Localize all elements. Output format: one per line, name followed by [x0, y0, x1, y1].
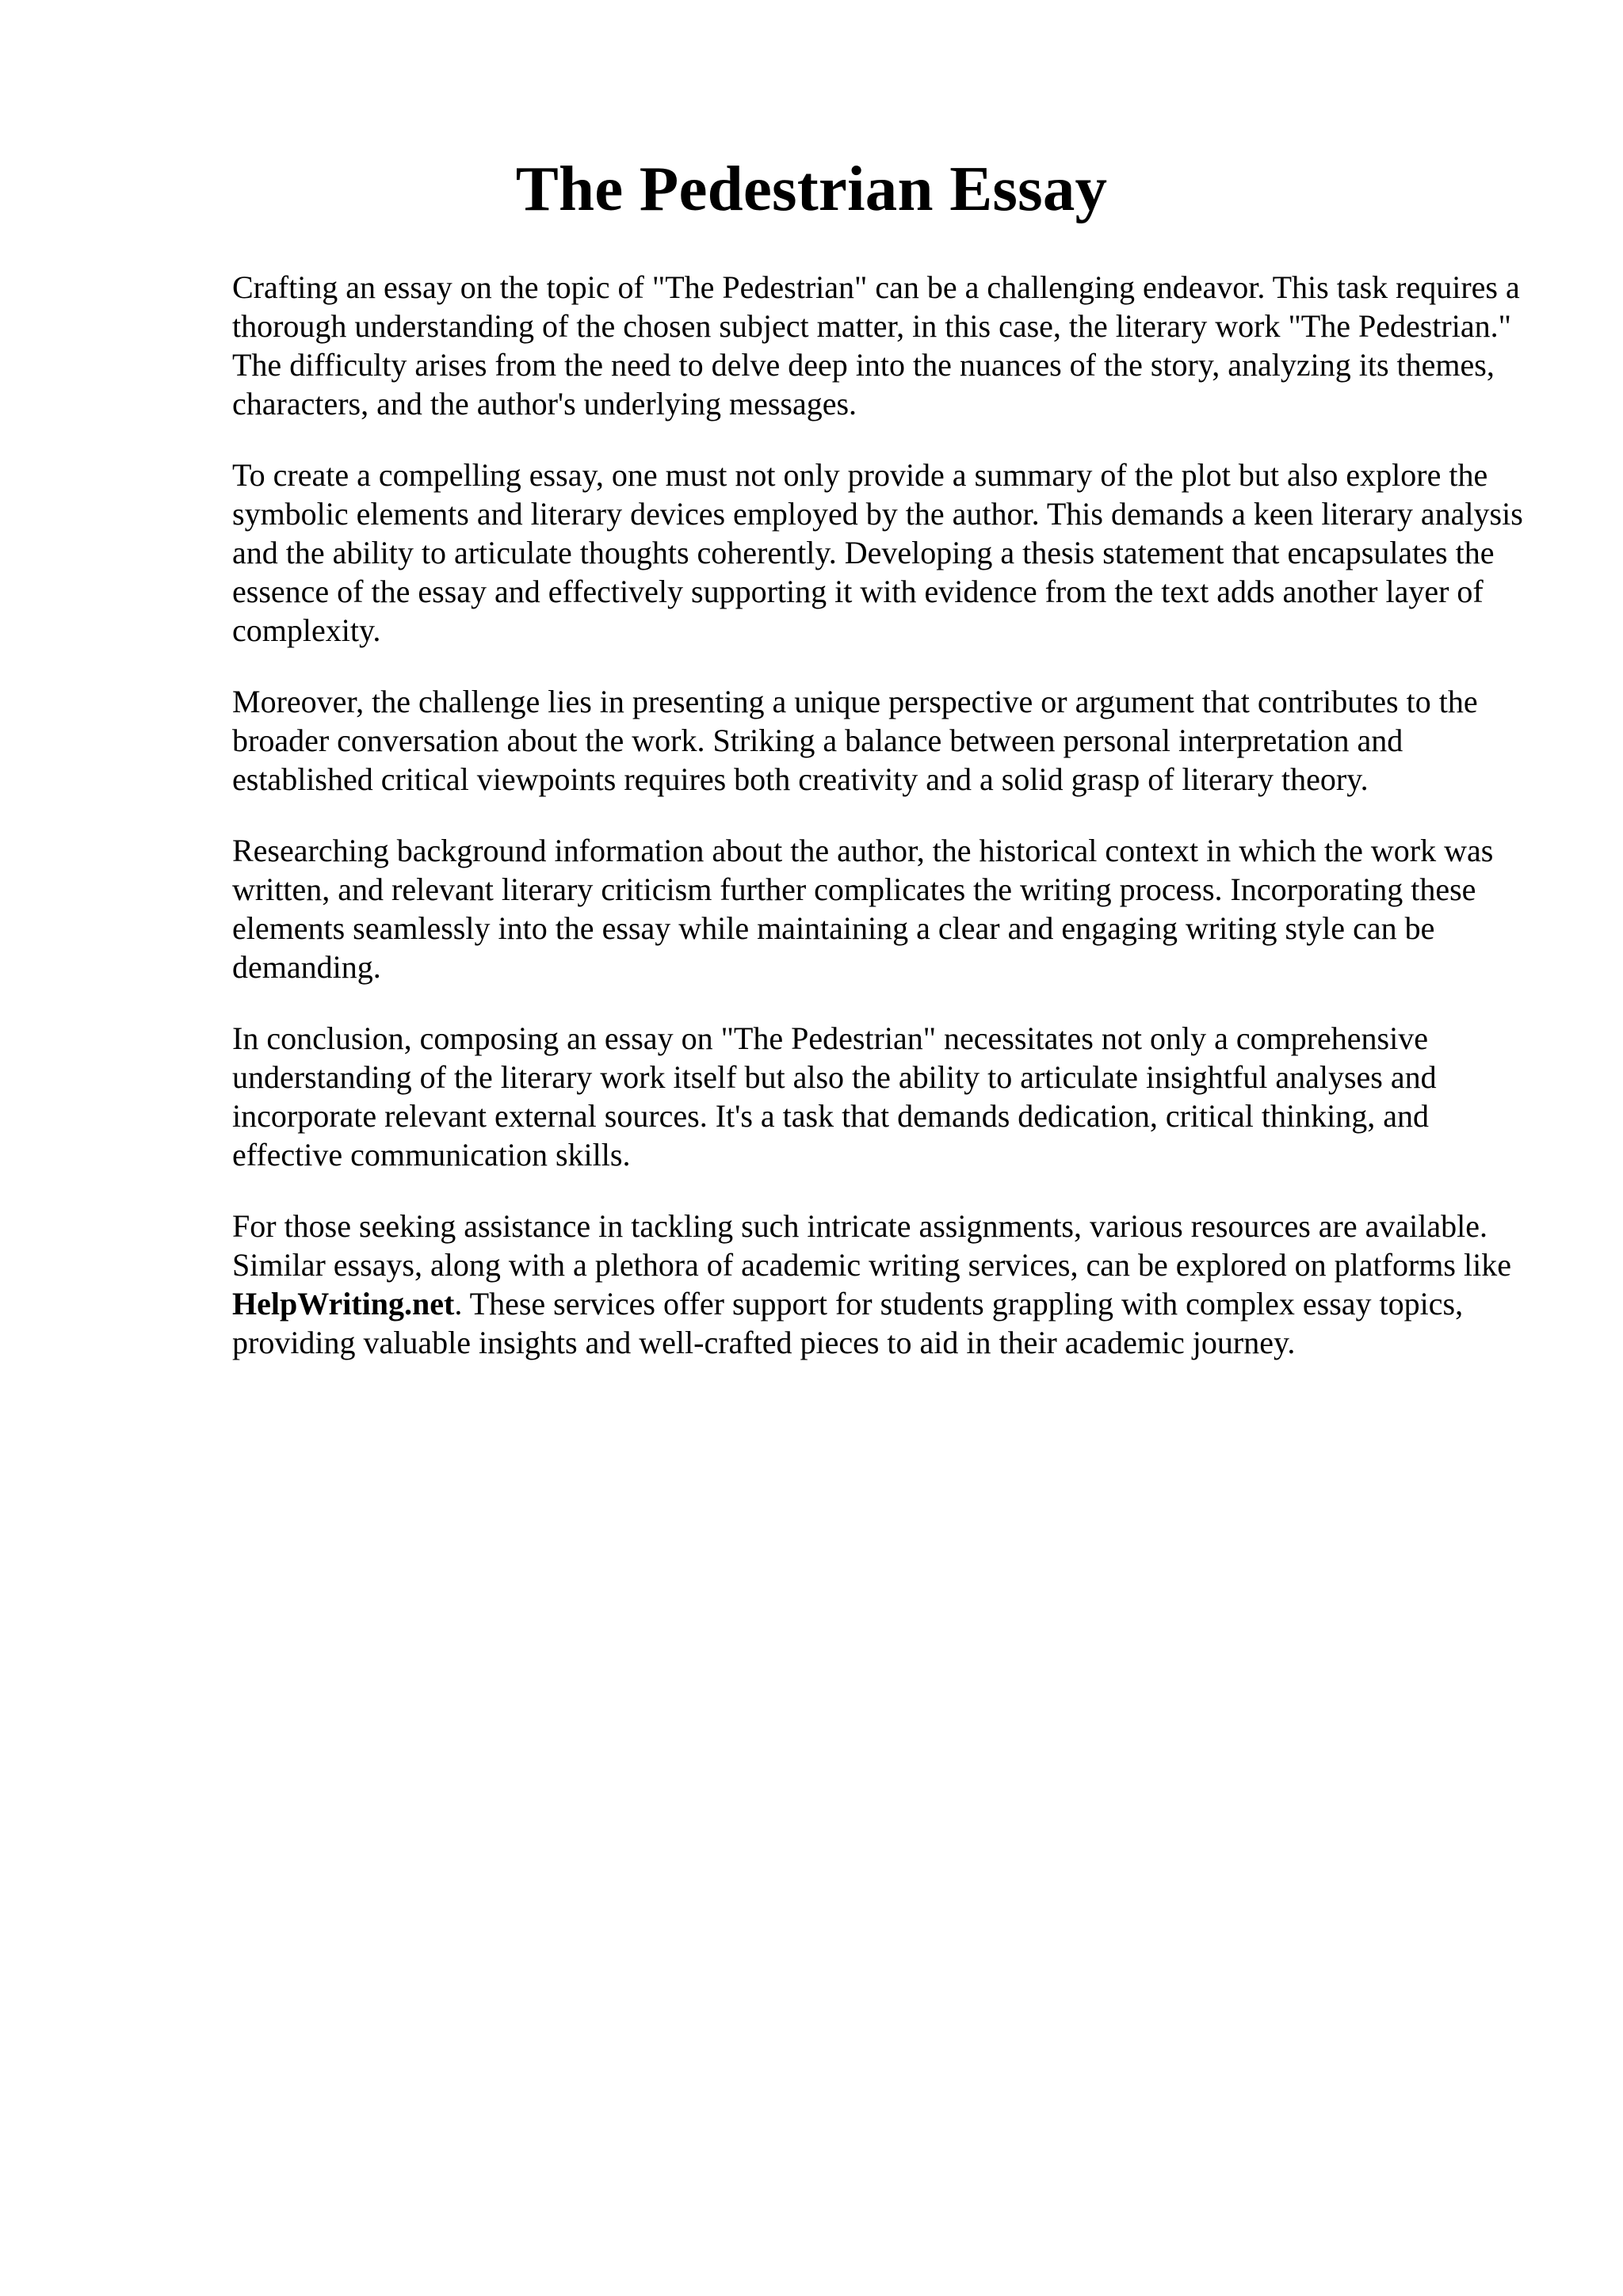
paragraph-1: Crafting an essay on the topic of "The Pedestrian" can be a challenging endeavor. This task requires a thorough understanding of the chosen subject matter, in this case, the literary work "The Pedestrian." The difficulty arises from the need to delve deep into the nuances of the story, analyzing its themes, characters, and the author's underlying messages.	[232, 269, 1520, 421]
paragraph-6	[232, 1207, 1526, 1362]
paragraph-4: Researching background information about the author, the historical context in which the work was written, and relevant literary criticism further complicates the writing process. Incorporating these elements seamlessly into the essay while maintaining a clear and engaging writing style can be demanding.	[232, 833, 1494, 985]
paragraph-3: Moreover, the challenge lies in presenting a unique perspective or argument that contributes to the broader conversation about the work. Striking a balance between personal interpretation and established critical viewpoints requires both creativity and a solid grasp of literary theory.	[232, 684, 1478, 797]
paragraph-5: In conclusion, composing an essay on "The Pedestrian" necessitates not only a comprehensive understanding of the literary work itself but also the ability to articulate insightful analyses and incorporate relevant external sources. It's a task that demands dedication, critical thinking, and effective communication skills.	[232, 1020, 1437, 1173]
site-name: HelpWriting.net	[232, 1286, 455, 1322]
page-title: The Pedestrian Essay	[515, 153, 1108, 224]
essay-body	[232, 268, 1526, 1394]
paragraph-2: To create a compelling essay, one must not only provide a summary of the plot but also explore the symbolic elements and literary devices employed by the author. This demands a keen literary analysis and the ability to articulate thoughts coherently. Developing a thesis statement that encapsulates the essence of the essay and effectively supporting it with evidence from the text adds another layer of complexity.	[232, 457, 1523, 648]
paragraph-6-before: For those seeking assistance in tackling such intricate assignments, various resources are available. Similar essays, along with a plethora of academic writing services, can be explored on platforms like	[232, 1208, 1511, 1283]
paragraph-6-after: . These services offer support for students grappling with complex essay topics, providing valuable insights and well-crafted pieces to aid in their academic journey.	[232, 1286, 1464, 1360]
